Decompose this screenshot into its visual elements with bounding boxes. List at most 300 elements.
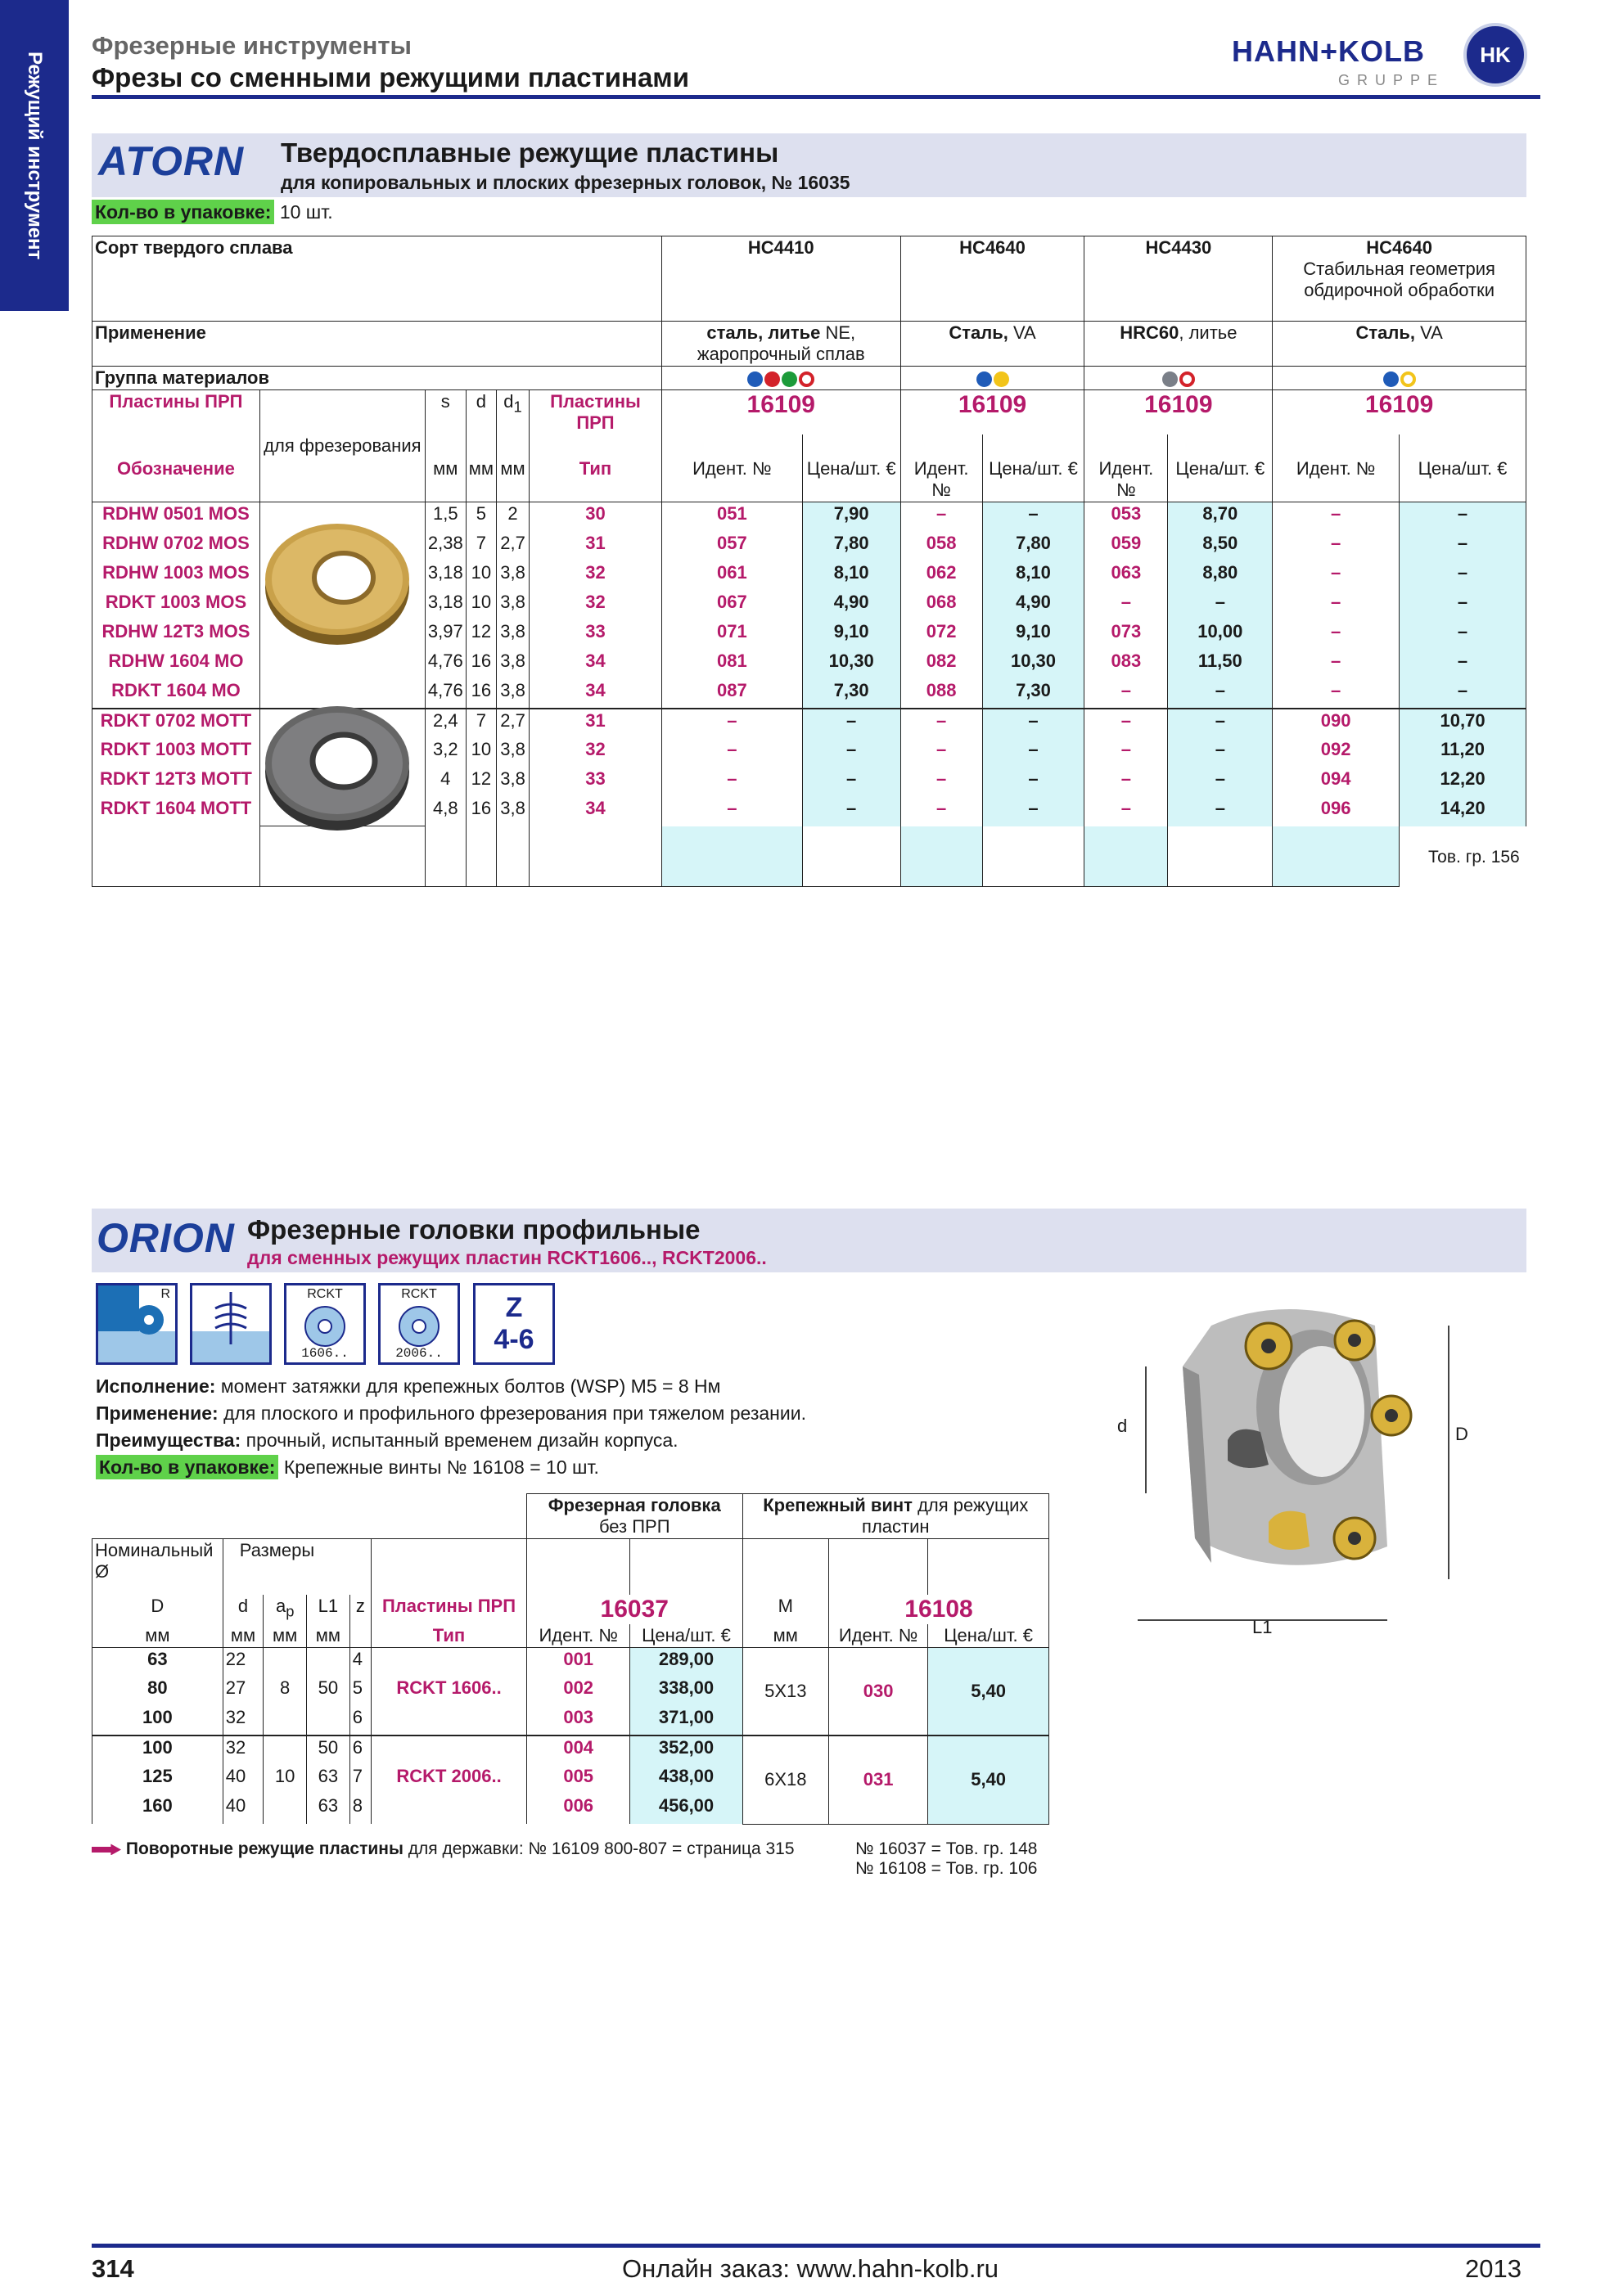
- application-bold: Сталь,: [949, 322, 1008, 343]
- article-number: 16109: [661, 390, 900, 435]
- empty-cell: [1168, 826, 1273, 887]
- designation-cell: RDKT 1003 MOTT: [92, 738, 260, 768]
- empty-cell: [92, 826, 260, 887]
- price-cell: 352,00: [630, 1736, 742, 1765]
- ident-cell: –: [661, 797, 802, 826]
- qty-value: 10 шт.: [274, 201, 333, 223]
- icon-z-label: Z: [505, 1292, 523, 1323]
- price-cell: 10,00: [1168, 620, 1273, 650]
- dim-d1-cell: 3,8: [497, 620, 530, 650]
- empty-cell: [661, 826, 802, 887]
- prop-text: прочный, испытанный временем дизайн корпуса.: [241, 1429, 679, 1451]
- price-cell: –: [802, 738, 900, 768]
- D-cell: 100: [92, 1736, 223, 1765]
- price-cell: –: [1168, 768, 1273, 797]
- rckt1606-insert-icon: [284, 1283, 366, 1365]
- dim-s-cell: 4,76: [425, 679, 466, 709]
- material-grey-dot-icon: [1162, 371, 1178, 387]
- dim-s-cell: 4,76: [425, 650, 466, 679]
- head-row-2: [92, 434, 1526, 457]
- order-link[interactable]: Онлайн заказ: www.hahn-kolb.ru: [622, 2254, 999, 2283]
- price-header: Цена/шт. €: [630, 1624, 742, 1648]
- d-cell: 22: [223, 1647, 264, 1677]
- ident-cell: 081: [661, 650, 802, 679]
- page-title: Фрезы со сменными режущими пластинами: [92, 62, 689, 92]
- ident-cell: 071: [661, 620, 802, 650]
- material-red-ring-icon: [799, 371, 814, 387]
- ident-cell: –: [900, 797, 982, 826]
- ident-cell: 005: [526, 1765, 630, 1794]
- ident-cell: 083: [1084, 650, 1168, 679]
- ident-header: Идент. №: [661, 457, 802, 502]
- price-cell: 289,00: [630, 1647, 742, 1677]
- footer-rule: [92, 2244, 1540, 2248]
- heads-table: [92, 1493, 1049, 1825]
- ident-cell: 092: [1273, 738, 1400, 768]
- year: 2013: [1465, 2254, 1522, 2283]
- head-row-b: [92, 1595, 1049, 1624]
- D-cell: 125: [92, 1765, 223, 1794]
- ident-cell: –: [1084, 709, 1168, 738]
- dim-s-cell: 4,8: [425, 797, 466, 826]
- price-cell: 8,50: [1168, 532, 1273, 561]
- type-cell: [372, 1647, 527, 1677]
- application-row: [92, 322, 1526, 367]
- ident-cell: –: [1084, 679, 1168, 709]
- grade-note: Стабильная геометрия обдирочной обработки: [1303, 259, 1495, 300]
- ident-cell: –: [1273, 650, 1400, 679]
- dim-d1-cell: 3,8: [497, 650, 530, 679]
- price-header: Цена/шт. €: [928, 1624, 1049, 1648]
- material-group-row: [92, 367, 1526, 390]
- dim-s-cell: 2,4: [425, 709, 466, 738]
- prop-line: [96, 1373, 806, 1400]
- ident-cell: –: [661, 709, 802, 738]
- col-D: D: [92, 1595, 223, 1624]
- price-cell: –: [1400, 532, 1526, 561]
- application-bold: Сталь,: [1355, 322, 1415, 343]
- L1-cell: 50: [307, 1677, 350, 1706]
- prop-text: момент затяжки для крепежных болтов (WSP) M5 = 8 Нм: [215, 1375, 721, 1397]
- type-cell: 32: [530, 561, 662, 591]
- ident-header: Идент. №: [1273, 457, 1400, 502]
- price-cell: 7,80: [982, 532, 1084, 561]
- price-cell: 11,20: [1400, 738, 1526, 768]
- L1-cell: [307, 1647, 350, 1677]
- section2-title: Фрезерные головки профильные: [247, 1214, 701, 1245]
- unit: мм: [425, 457, 466, 502]
- ident-cell: –: [900, 768, 982, 797]
- col-d1-sub: 1: [513, 398, 522, 416]
- dim-d1-cell: 3,8: [497, 591, 530, 620]
- L1-cell: 63: [307, 1765, 350, 1794]
- grade-label: Сорт твердого сплава: [92, 236, 662, 322]
- dim-d-cell: 12: [466, 620, 496, 650]
- D-cell: 160: [92, 1794, 223, 1824]
- col-ap-sub: p: [286, 1601, 295, 1619]
- insert-image-grey: [262, 694, 413, 837]
- L1-cell: 50: [307, 1736, 350, 1765]
- ident-cell: 053: [1084, 502, 1168, 532]
- type-cell: [372, 1736, 527, 1765]
- dim-d-cell: 16: [466, 679, 496, 709]
- section2-subtitle: для сменных режущих пластин RCKT1606.., RCKT2006..: [247, 1247, 767, 1268]
- dim-s-cell: 4: [425, 768, 466, 797]
- empty-cell: [530, 826, 662, 887]
- material-red-dot-icon: [764, 371, 780, 387]
- d-cell: 40: [223, 1794, 264, 1824]
- ap-cell: [264, 1647, 307, 1677]
- ident-cell: 094: [1273, 768, 1400, 797]
- prop-line: [96, 1400, 806, 1427]
- sidebar-tab: [0, 0, 69, 311]
- head-row-3: [92, 457, 1526, 502]
- material-dots: [661, 367, 900, 390]
- price-cell: –: [802, 709, 900, 738]
- price-cell: 338,00: [630, 1677, 742, 1706]
- L1-cell: [307, 1706, 350, 1736]
- icon-rckt-label: RCKT: [401, 1287, 437, 1301]
- sizes-label: Размеры: [223, 1539, 371, 1595]
- head-spacer: [259, 390, 425, 435]
- screw-block-sub: для режущих пластин: [862, 1495, 1029, 1537]
- application-bold: HRC60: [1120, 322, 1179, 343]
- ident-cell: –: [661, 768, 802, 797]
- icon-r-label: R: [160, 1287, 170, 1301]
- unit: мм: [223, 1624, 264, 1648]
- screw-price-cell: 5,40: [928, 1736, 1049, 1824]
- price-cell: 10,30: [802, 650, 900, 679]
- article-number: 16109: [900, 390, 1084, 435]
- z-cell: 5: [349, 1677, 371, 1706]
- nominal-label: Номинальный Ø: [92, 1539, 223, 1595]
- type-cell: 34: [530, 797, 662, 826]
- ident-cell: –: [1273, 561, 1400, 591]
- price-cell: –: [1400, 620, 1526, 650]
- L1-cell: 63: [307, 1794, 350, 1824]
- logo-subtitle: GRUPPE: [1338, 72, 1445, 88]
- material-blue-dot-icon: [976, 371, 992, 387]
- block-header-row: [92, 1494, 1049, 1539]
- header-rule: [92, 95, 1540, 99]
- material-yellow-dot-icon: [994, 371, 1009, 387]
- screw-M-cell: 6X18: [742, 1736, 828, 1824]
- price-header: Цена/шт. €: [982, 457, 1084, 502]
- application-cell: [661, 322, 900, 367]
- ap-cell: [264, 1736, 307, 1765]
- dim-d: d: [1117, 1416, 1128, 1436]
- ident-cell: –: [1273, 620, 1400, 650]
- dim-s-cell: 3,18: [425, 591, 466, 620]
- article-16108: 16108: [829, 1595, 1049, 1624]
- type-header: Тип: [530, 457, 662, 502]
- col-L1: L1: [307, 1595, 350, 1624]
- D-cell: 63: [92, 1647, 223, 1677]
- helical-milling-icon: [190, 1283, 272, 1365]
- z-cell: 7: [349, 1765, 371, 1794]
- grade-cell: [900, 236, 1084, 322]
- atorn-logo: ATORN: [98, 138, 245, 184]
- designation-cell: RDHW 1604 MO: [92, 650, 260, 679]
- application-cell: [900, 322, 1084, 367]
- dim-s-cell: 3,97: [425, 620, 466, 650]
- ident-cell: 067: [661, 591, 802, 620]
- dim-d1-cell: 2,7: [497, 532, 530, 561]
- ident-cell: 057: [661, 532, 802, 561]
- head-row-1: [92, 390, 1526, 435]
- price-header: Цена/шт. €: [1400, 457, 1526, 502]
- type-cell: 30: [530, 502, 662, 532]
- material-dots: [1084, 367, 1273, 390]
- unit: мм: [307, 1624, 350, 1648]
- price-cell: –: [1400, 650, 1526, 679]
- ap-cell: [264, 1706, 307, 1736]
- head-spacer: [92, 434, 260, 457]
- material-blue-dot-icon: [747, 371, 763, 387]
- type-cell: 31: [530, 532, 662, 561]
- type-cell: 33: [530, 620, 662, 650]
- article-number: 16109: [1084, 390, 1273, 435]
- head-block-title: Фрезерная головка: [548, 1495, 721, 1515]
- z-cell: 8: [349, 1794, 371, 1824]
- application-cell: [1084, 322, 1273, 367]
- dim-d-cell: 7: [466, 709, 496, 738]
- col-d: d: [466, 390, 496, 435]
- designation-cell: RDHW 0501 MOS: [92, 502, 260, 532]
- icon-rckt-size: 2006..: [395, 1346, 443, 1361]
- ident-cell: –: [1084, 591, 1168, 620]
- price-cell: –: [982, 797, 1084, 826]
- dim-d1-cell: 3,8: [497, 679, 530, 709]
- screw-M-cell: 5X13: [742, 1647, 828, 1736]
- d-cell: 27: [223, 1677, 264, 1706]
- price-cell: –: [1400, 591, 1526, 620]
- price-header: Цена/шт. €: [802, 457, 900, 502]
- ident-cell: 088: [900, 679, 982, 709]
- application-text: , литье: [1179, 322, 1238, 343]
- designation-cell: RDHW 12T3 MOS: [92, 620, 260, 650]
- price-cell: –: [982, 738, 1084, 768]
- qty-value: Крепежные винты № 16108 = 10 шт.: [278, 1456, 599, 1478]
- page-number: 314: [92, 2254, 134, 2283]
- price-cell: –: [1168, 797, 1273, 826]
- radius-milling-icon: [96, 1283, 178, 1365]
- unit: мм: [264, 1624, 307, 1648]
- ident-cell: –: [900, 738, 982, 768]
- empty-cell: [466, 826, 496, 887]
- price-cell: –: [1400, 502, 1526, 532]
- head-row-c: [92, 1624, 1049, 1648]
- dim-d1-cell: 3,8: [497, 768, 530, 797]
- ident-header: Идент. №: [526, 1624, 630, 1648]
- dim-d-cell: 7: [466, 532, 496, 561]
- dim-s-cell: 3,2: [425, 738, 466, 768]
- price-cell: –: [982, 768, 1084, 797]
- qty-label: Кол-во в упаковке:: [96, 1455, 278, 1479]
- prop-label: Исполнение:: [96, 1375, 216, 1397]
- grade-row: [92, 236, 1526, 322]
- type-cell: [372, 1706, 527, 1736]
- ident-cell: –: [1273, 591, 1400, 620]
- application-text: NE, жаропрочный сплав: [697, 322, 865, 364]
- col-ap-text: a: [275, 1595, 286, 1616]
- designation-cell: RDKT 1604 MO: [92, 679, 260, 709]
- dim-s-cell: 2,38: [425, 532, 466, 561]
- ident-header: Идент. №: [900, 457, 982, 502]
- article-16037: 16037: [526, 1595, 742, 1624]
- ident-cell: 096: [1273, 797, 1400, 826]
- col-z: z: [349, 1595, 371, 1624]
- designation-cell: RDKT 1604 MOTT: [92, 797, 260, 826]
- ap-cell: 8: [264, 1677, 307, 1706]
- dim-d-cell: 10: [466, 738, 496, 768]
- ident-cell: –: [900, 709, 982, 738]
- screw-block-title: Крепежный винт: [763, 1495, 913, 1515]
- dim-D: D: [1455, 1424, 1468, 1444]
- dim-d1-cell: 3,8: [497, 561, 530, 591]
- article-number: 16109: [1273, 390, 1526, 435]
- note-bold: Поворотные режущие пластины: [125, 1839, 403, 1858]
- price-cell: –: [982, 502, 1084, 532]
- application-cell: [1273, 322, 1526, 367]
- price-cell: 4,90: [982, 591, 1084, 620]
- head-block-cell: [526, 1494, 742, 1539]
- dim-s-cell: 3,18: [425, 561, 466, 591]
- col-d: d: [223, 1595, 264, 1624]
- grade-name: HC4410: [747, 237, 814, 258]
- col-d1-text: d: [503, 391, 514, 412]
- prop-label: Применение:: [96, 1402, 219, 1424]
- type-cell: 34: [530, 650, 662, 679]
- head-block-sub: без ПРП: [598, 1516, 670, 1537]
- head-row-a: [92, 1539, 1049, 1595]
- insert-image-gold: [262, 514, 413, 653]
- price-cell: 9,10: [982, 620, 1084, 650]
- col-d1: [497, 390, 530, 435]
- arrow-right-icon: [92, 1844, 121, 1855]
- ident-cell: –: [1273, 532, 1400, 561]
- section1-title: Твердосплавные режущие пластины: [281, 137, 779, 168]
- type-cell: 34: [530, 679, 662, 709]
- ident-header: Идент. №: [829, 1624, 928, 1648]
- screw-ident-cell: 031: [829, 1736, 928, 1824]
- dim-d-cell: 16: [466, 797, 496, 826]
- empty-cell: [802, 826, 900, 887]
- ap-cell: [264, 1794, 307, 1824]
- ident-cell: –: [900, 502, 982, 532]
- type-cell: RCKT 2006..: [372, 1765, 527, 1794]
- material-blue-dot-icon: [1383, 371, 1399, 387]
- designation-header: Обозначение: [92, 457, 260, 502]
- empty-cell: [982, 826, 1084, 887]
- price-cell: 8,10: [802, 561, 900, 591]
- price-cell: 7,30: [982, 679, 1084, 709]
- ident-cell: 072: [900, 620, 982, 650]
- material-yellow-ring-icon: [1400, 371, 1416, 387]
- ident-cell: 073: [1084, 620, 1168, 650]
- price-cell: 12,20: [1400, 768, 1526, 797]
- prop-label: Преимущества:: [96, 1429, 241, 1451]
- type-cell: 33: [530, 768, 662, 797]
- ident-cell: –: [1273, 502, 1400, 532]
- section2-groups: [855, 1839, 1037, 1879]
- dim-d-cell: 10: [466, 591, 496, 620]
- designation-cell: RDKT 1003 MOS: [92, 591, 260, 620]
- price-cell: 7,90: [802, 502, 900, 532]
- price-cell: –: [802, 768, 900, 797]
- screw-price-cell: 5,40: [928, 1647, 1049, 1736]
- dim-d1-cell: 3,8: [497, 797, 530, 826]
- section1-qty: [92, 201, 333, 223]
- designation-cell: RDHW 0702 MOS: [92, 532, 260, 561]
- material-red-ring-icon: [1179, 371, 1195, 387]
- empty-cell: [1084, 826, 1168, 887]
- ident-cell: 004: [526, 1736, 630, 1765]
- type-cell: 32: [530, 738, 662, 768]
- price-cell: 7,80: [802, 532, 900, 561]
- ident-cell: 059: [1084, 532, 1168, 561]
- ident-cell: 082: [900, 650, 982, 679]
- price-cell: 456,00: [630, 1794, 742, 1824]
- designation-cell: RDHW 1003 MOS: [92, 561, 260, 591]
- ident-cell: 051: [661, 502, 802, 532]
- empty-cell: [425, 826, 466, 887]
- price-cell: –: [1400, 679, 1526, 709]
- price-cell: 7,30: [802, 679, 900, 709]
- price-cell: 9,10: [802, 620, 900, 650]
- type-cell: 31: [530, 709, 662, 738]
- z-cell: 6: [349, 1706, 371, 1736]
- head-spacer: [259, 457, 425, 502]
- section2-properties: [96, 1373, 806, 1481]
- price-cell: –: [1168, 679, 1273, 709]
- price-cell: 8,70: [1168, 502, 1273, 532]
- section2-note: [92, 1839, 795, 1859]
- grade-name: HC4430: [1145, 237, 1212, 258]
- qty-label: Кол-во в упаковке:: [92, 200, 274, 224]
- price-cell: –: [1400, 561, 1526, 591]
- type-cell: RCKT 1606..: [372, 1677, 527, 1706]
- col-M: M: [742, 1595, 828, 1624]
- block-spacer: [92, 1494, 527, 1539]
- ident-cell: 006: [526, 1794, 630, 1824]
- prop-line: [96, 1427, 806, 1454]
- application-text: VA: [1414, 322, 1443, 343]
- table-row: [92, 1647, 1049, 1677]
- price-cell: 371,00: [630, 1706, 742, 1736]
- price-cell: –: [1168, 738, 1273, 768]
- material-green-dot-icon: [782, 371, 797, 387]
- dim-d1-cell: 3,8: [497, 738, 530, 768]
- z-cell: 6: [349, 1736, 371, 1765]
- ident-cell: 002: [526, 1677, 630, 1706]
- z-cell: 4: [349, 1647, 371, 1677]
- empty-cell: [497, 826, 530, 887]
- dim-d1-cell: 2,7: [497, 709, 530, 738]
- logo-mark: HK: [1463, 23, 1527, 87]
- grade-cell: [661, 236, 900, 322]
- icon-z-range: 4-6: [494, 1324, 534, 1355]
- d-cell: 32: [223, 1706, 264, 1736]
- ident-cell: 087: [661, 679, 802, 709]
- material-group-label: Группа материалов: [92, 367, 662, 390]
- material-dots: [1273, 367, 1526, 390]
- ident-cell: –: [1084, 738, 1168, 768]
- d-cell: 40: [223, 1765, 264, 1794]
- ident-cell: –: [1273, 679, 1400, 709]
- section2-qty: [96, 1454, 806, 1481]
- type-header: Тип: [372, 1624, 527, 1648]
